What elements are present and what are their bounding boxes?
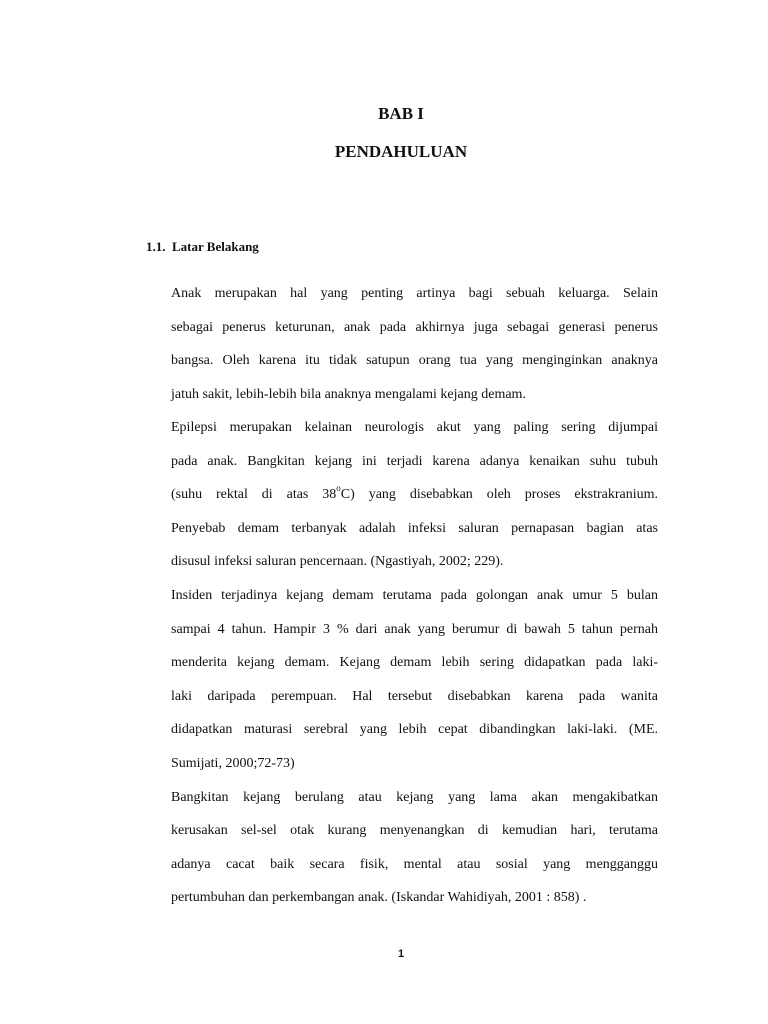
paragraph-line: kerusakan sel-sel otak kurang menyenangkan di kemudian hari, terutama bbox=[171, 823, 658, 838]
paragraph-line: sebagai penerus keturunan, anak pada akhirnya juga sebagai generasi penerus bbox=[171, 320, 658, 335]
paragraph-line: bangsa. Oleh karena itu tidak satupun orang tua yang menginginkan anaknya bbox=[171, 353, 658, 368]
paragraph-line-temperature bbox=[171, 483, 658, 504]
paragraph-line: didapatkan maturasi serebral yang lebih cepat dibandingkan laki-laki. (ME. bbox=[171, 722, 658, 737]
paragraph-line: sampai 4 tahun. Hampir 3 % dari anak yang berumur di bawah 5 tahun pernah bbox=[171, 622, 658, 637]
paragraph-line: laki daripada perempuan. Hal tersebut disebabkan karena pada wanita bbox=[171, 689, 658, 704]
paragraph-line: Sumijati, 2000;72-73) bbox=[171, 756, 295, 771]
paragraph-line: Epilepsi merupakan kelainan neurologis akut yang paling sering dijumpai bbox=[171, 420, 658, 435]
paragraph-line: Insiden terjadinya kejang demam terutama pada golongan anak umur 5 bulan bbox=[171, 588, 658, 603]
text-after-superscript: C) yang disebabkan oleh proses ekstrakranium. bbox=[340, 487, 658, 502]
chapter-title: PENDAHULUAN bbox=[334, 142, 468, 161]
section-number: 1.1. bbox=[146, 239, 166, 254]
paragraph-line: Bangkitan kejang berulang atau kejang yang lama akan mengakibatkan bbox=[171, 790, 658, 805]
paragraph-line: pertumbuhan dan perkembangan anak. (Iskandar Wahidiyah, 2001 : 858) . bbox=[171, 890, 587, 905]
paragraph-line: disusul infeksi saluran pencernaan. (Ngastiyah, 2002; 229). bbox=[171, 554, 504, 569]
paragraph-line: pada anak. Bangkitan kejang ini terjadi karena adanya kenaikan suhu tubuh bbox=[171, 454, 658, 469]
chapter-heading: BAB I bbox=[378, 104, 424, 123]
paragraph-line: menderita kejang demam. Kejang demam lebih sering didapatkan pada laki- bbox=[171, 655, 658, 670]
section-title: Latar Belakang bbox=[172, 239, 259, 254]
section-heading bbox=[146, 239, 259, 255]
paragraph-line: adanya cacat baik secara fisik, mental atau sosial yang mengganggu bbox=[171, 857, 658, 872]
page-number: 1 bbox=[397, 948, 405, 960]
paragraph-line: Penyebab demam terbanyak adalah infeksi saluran pernapasan bagian atas bbox=[171, 521, 658, 536]
paragraph-line: Anak merupakan hal yang penting artinya bagi sebuah keluarga. Selain bbox=[171, 286, 658, 301]
paragraph-line: jatuh sakit, lebih-lebih bila anaknya mengalami kejang demam. bbox=[171, 387, 526, 402]
degree-superscript: o bbox=[336, 483, 341, 494]
text-before-superscript: (suhu rektal di atas 38 bbox=[171, 487, 337, 502]
